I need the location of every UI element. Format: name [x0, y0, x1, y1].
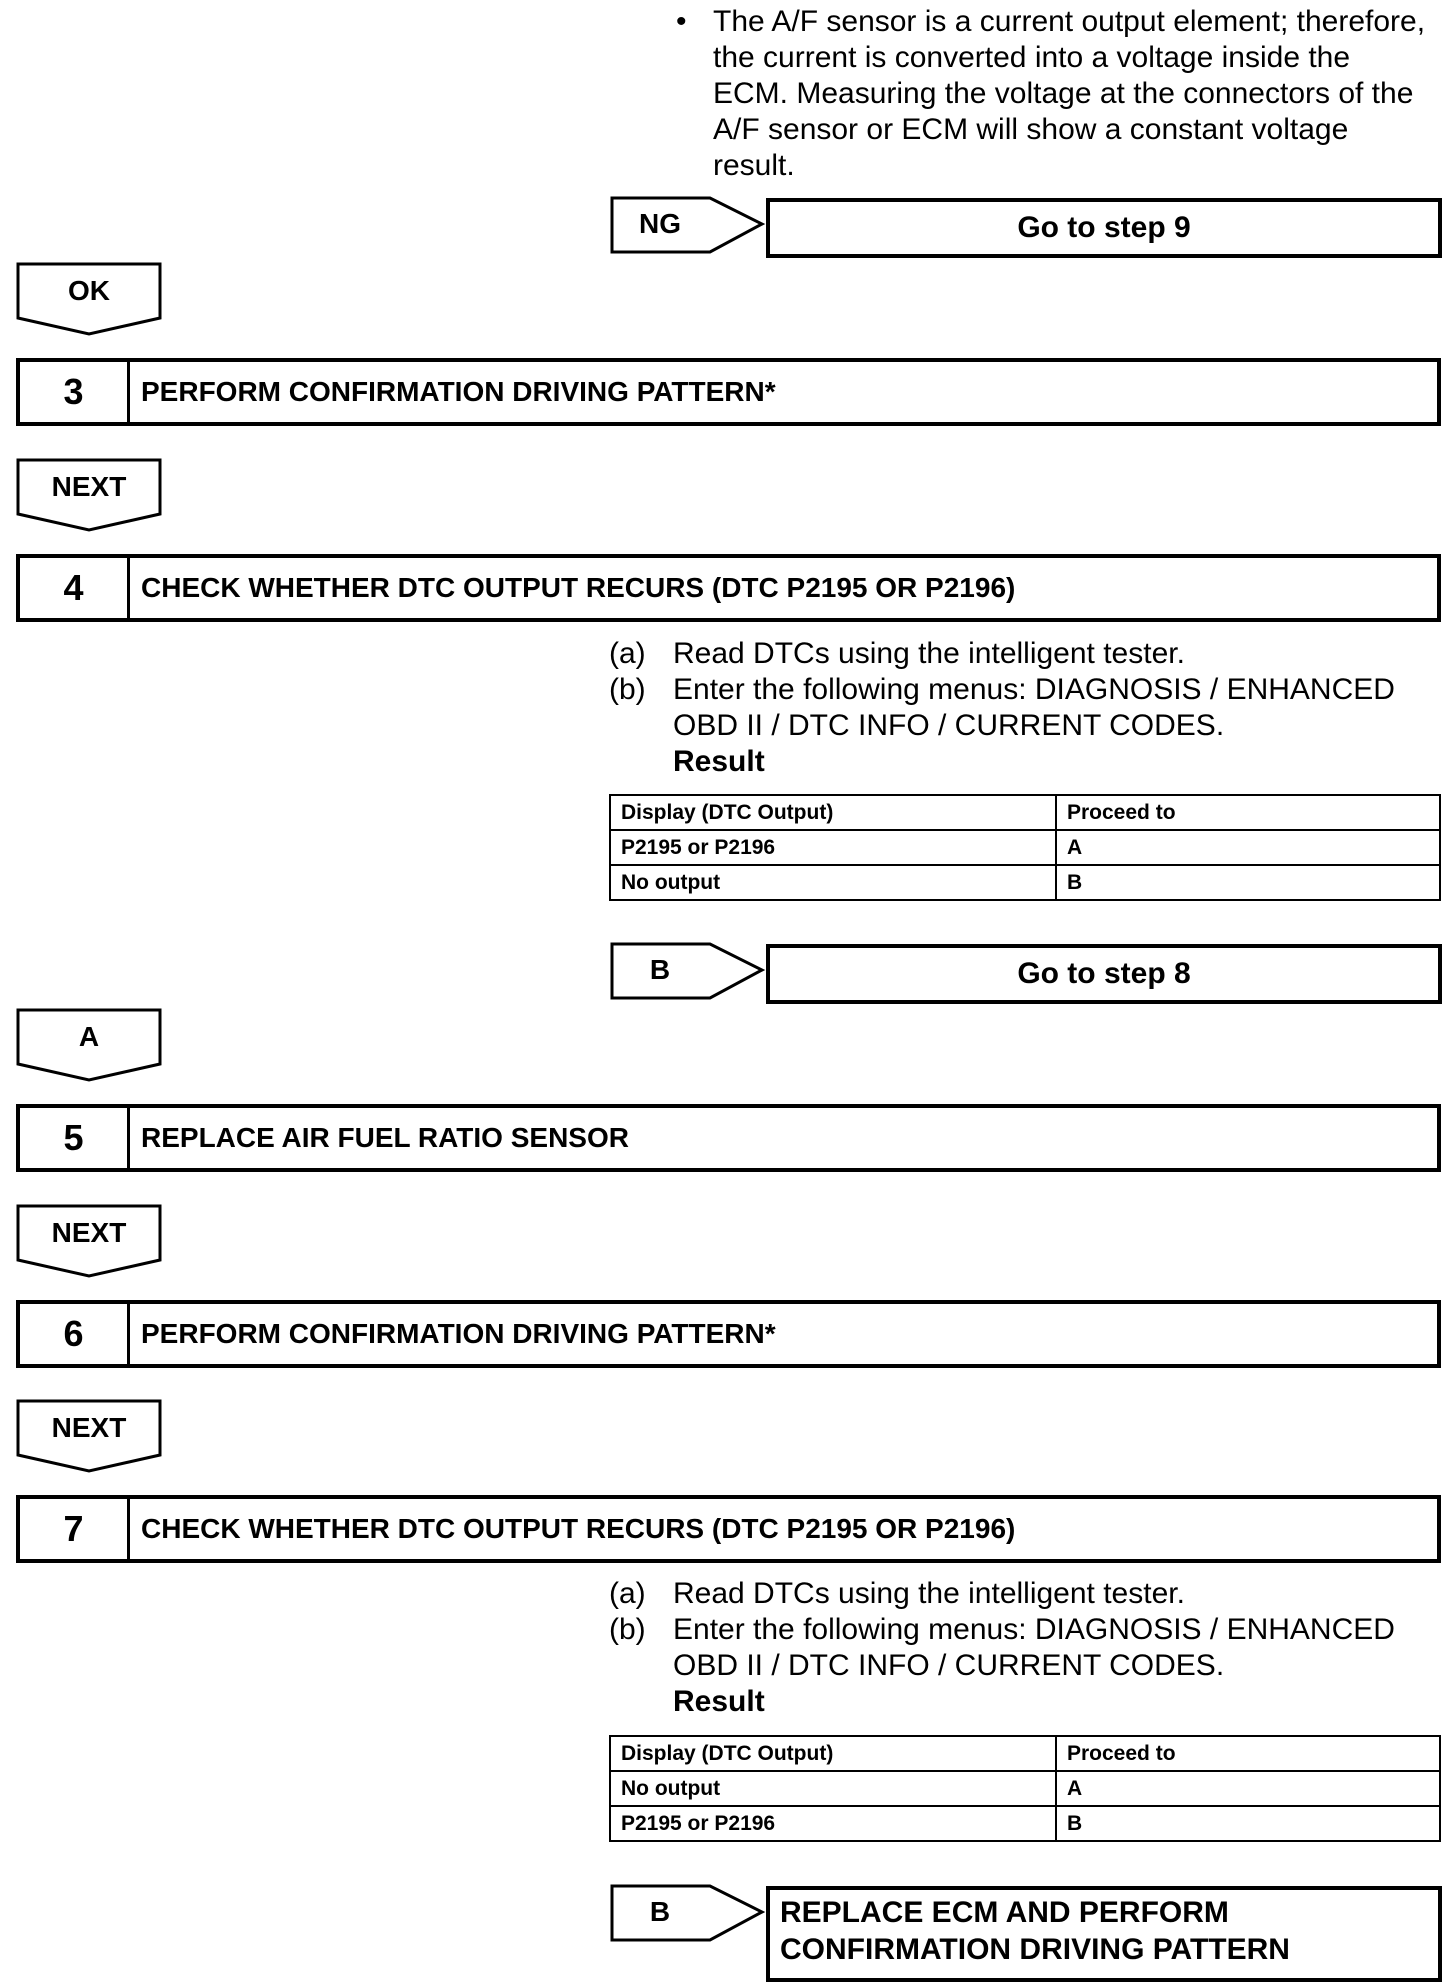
table-cell: No output [610, 865, 1056, 900]
intro-line: A/F sensor or ECM will show a constant voltage [713, 113, 1349, 146]
table-cell: P2195 or P2196 [610, 1806, 1056, 1841]
instruction-text: Read DTCs using the intelligent tester. [673, 637, 1185, 670]
table-cell: P2195 or P2196 [610, 830, 1056, 865]
table-cell: A [1056, 830, 1440, 865]
table-header-cell: Proceed to [1056, 795, 1440, 830]
next-flow-arrow [16, 1399, 162, 1473]
next-flow-label: NEXT [51, 1412, 127, 1443]
result-heading: Result [673, 745, 765, 778]
b-branch-label: B [649, 1896, 671, 1927]
a-flow-label: A [78, 1021, 100, 1052]
step-7-instructions [609, 1576, 1439, 1720]
replace-ecm-line: CONFIRMATION DRIVING PATTERN [780, 1933, 1290, 1966]
goto-step-8-box [766, 944, 1442, 1004]
ok-flow-label: OK [68, 275, 110, 306]
step-title: CHECK WHETHER DTC OUTPUT RECURS (DTC P2195 OR P2196) [141, 1513, 1016, 1544]
table-header-cell: Proceed to [1056, 1736, 1440, 1771]
goto-step-8-text: Go to step 8 [1017, 957, 1191, 990]
step-4-instructions [609, 636, 1439, 780]
step-3-header [16, 358, 1441, 426]
replace-ecm-line: REPLACE ECM AND PERFORM [780, 1896, 1229, 1929]
instruction-item [609, 1612, 1439, 1684]
ng-branch-arrow [610, 196, 768, 256]
replace-ecm-box [766, 1886, 1442, 1982]
instruction-label: (a) [609, 637, 646, 670]
intro-line: The A/F sensor is a current output element; therefore, [713, 5, 1426, 38]
b-branch-label: B [649, 954, 671, 985]
table-row [610, 830, 1440, 865]
goto-step-9-box [766, 198, 1442, 258]
bullet-marker: • [676, 5, 687, 38]
step-number: 5 [20, 1108, 130, 1168]
table-header-cell: Display (DTC Output) [610, 795, 1056, 830]
instruction-label: (b) [609, 673, 646, 706]
table-cell: No output [610, 1771, 1056, 1806]
step-5-header [16, 1104, 1441, 1172]
b-branch-arrow [610, 942, 768, 1002]
step-number: 7 [20, 1499, 130, 1559]
ng-branch-label: NG [639, 208, 681, 239]
intro-line: result. [713, 149, 795, 182]
goto-step-9-text: Go to step 9 [1017, 211, 1191, 244]
intro-line: the current is converted into a voltage inside the [713, 41, 1351, 74]
next-flow-label: NEXT [51, 1217, 127, 1248]
instruction-label: (b) [609, 1613, 646, 1646]
intro-note [676, 4, 1443, 184]
step-title: PERFORM CONFIRMATION DRIVING PATTERN* [141, 376, 776, 407]
step-7-result-table [609, 1735, 1441, 1842]
next-flow-arrow [16, 1204, 162, 1278]
table-header-cell: Display (DTC Output) [610, 1736, 1056, 1771]
b-branch-arrow [610, 1884, 768, 1944]
intro-line: ECM. Measuring the voltage at the connectors of the [713, 77, 1414, 110]
step-7-header [16, 1495, 1441, 1563]
replace-ecm-text [780, 1894, 1438, 1978]
table-cell: B [1056, 865, 1440, 900]
instruction-label: (a) [609, 1577, 646, 1610]
instruction-item [609, 636, 1439, 672]
step-title: PERFORM CONFIRMATION DRIVING PATTERN* [141, 1318, 776, 1349]
step-title: REPLACE AIR FUEL RATIO SENSOR [141, 1122, 629, 1153]
step-4-header [16, 554, 1441, 622]
next-flow-arrow [16, 458, 162, 532]
table-header-row [610, 795, 1440, 830]
instruction-text: OBD II / DTC INFO / CURRENT CODES. [673, 1649, 1225, 1682]
table-row [610, 1771, 1440, 1806]
step-number: 6 [20, 1304, 130, 1364]
table-header-row [610, 1736, 1440, 1771]
step-number: 4 [20, 558, 130, 618]
step-title: CHECK WHETHER DTC OUTPUT RECURS (DTC P2195 OR P2196) [141, 572, 1016, 603]
instruction-text: Enter the following menus: DIAGNOSIS / ENHANCED [673, 673, 1395, 706]
ok-flow-arrow [16, 262, 162, 336]
instruction-item [609, 1576, 1439, 1612]
a-flow-arrow [16, 1008, 162, 1082]
table-cell: A [1056, 1771, 1440, 1806]
table-cell: B [1056, 1806, 1440, 1841]
instruction-text: Read DTCs using the intelligent tester. [673, 1577, 1185, 1610]
step-6-header [16, 1300, 1441, 1368]
result-heading: Result [673, 1685, 765, 1718]
table-row [610, 1806, 1440, 1841]
instruction-item [609, 672, 1439, 744]
instruction-text: Enter the following menus: DIAGNOSIS / ENHANCED [673, 1613, 1395, 1646]
instruction-text: OBD II / DTC INFO / CURRENT CODES. [673, 709, 1225, 742]
step-number: 3 [20, 362, 130, 422]
next-flow-label: NEXT [51, 471, 127, 502]
step-4-result-table [609, 794, 1441, 901]
table-row [610, 865, 1440, 900]
